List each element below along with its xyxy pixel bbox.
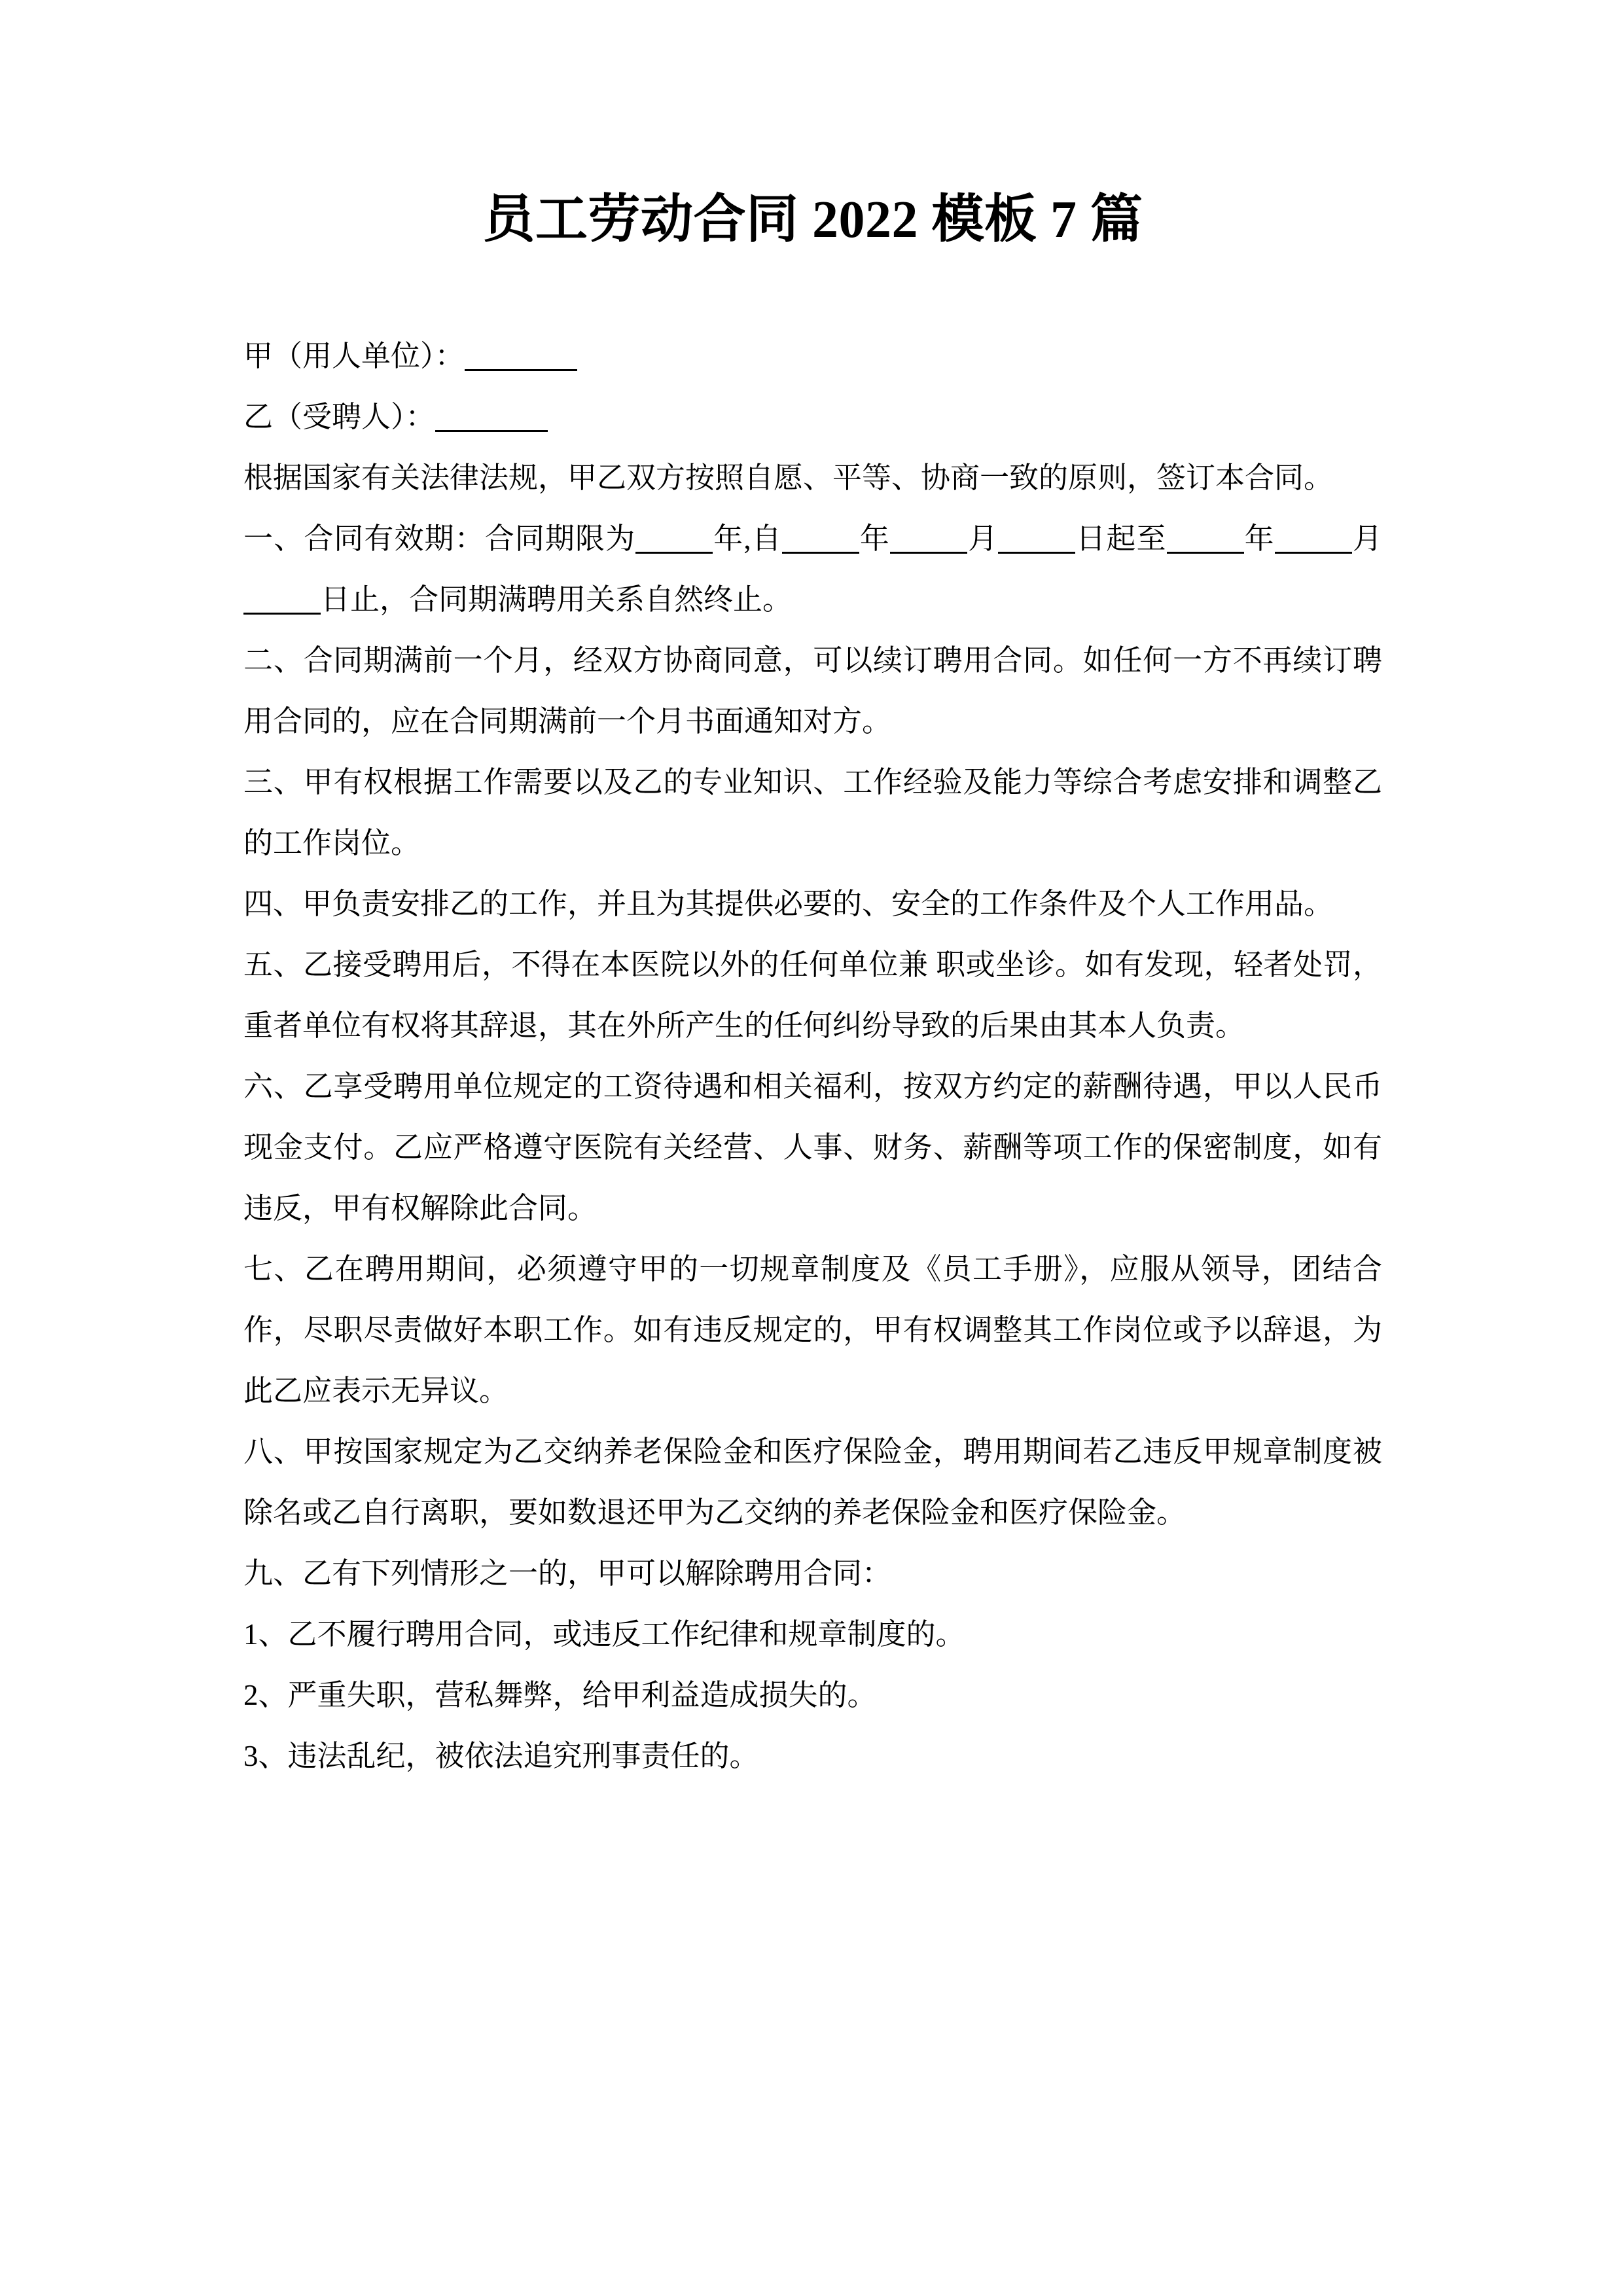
clause-8-text: 甲按国家规定为乙交纳养老保险金和医疗保险金，聘用期间若乙违反甲规章制度被除名或乙自行离职，要如数退还甲为乙交纳的养老保险金和医疗保险金。 (243, 1435, 1382, 1529)
sub-item-1-text: 乙不履行聘用合同，或违反工作纪律和规章制度的。 (287, 1618, 965, 1651)
clause-3 (243, 752, 1382, 874)
clause-1-text-2: 年,自 (713, 522, 782, 555)
page-title: 员工劳动合同 2022 模板 7 篇 (482, 191, 1143, 249)
sub-item-3-number: 3、 (243, 1740, 288, 1772)
party-a-blank[interactable] (465, 340, 577, 371)
preamble-paragraph: 根据国家有关法律法规，甲乙双方按照自愿、平等、协商一致的原则，签订本合同。 (243, 461, 1334, 494)
clause-7-text: 乙在聘用期间，必须遵守甲的一切规章制度及《员工手册》，应服从领导，团结合作，尽职尽责做好本职工作。如有违反规定的，甲有权调整其工作岗位或予以辞退，为此乙应表示无异议。 (243, 1253, 1382, 1407)
clause-1-text-1: 合同期限为 (484, 522, 636, 555)
clause-6-number: 六、 (243, 1070, 304, 1103)
clause-7 (243, 1239, 1382, 1422)
clause-5 (243, 935, 1382, 1056)
clause-6 (243, 1056, 1382, 1239)
clause-4-number: 四、 (243, 888, 303, 920)
clause-4-text: 甲负责安排乙的工作，并且为其提供必要的、安全的工作条件及个人工作用品。 (302, 888, 1334, 920)
party-a-label: 甲（用人单位）： (243, 340, 465, 372)
sub-item-2 (243, 1665, 1382, 1726)
clause-2 (243, 630, 1382, 752)
clause-1-blank-end-year[interactable] (1167, 522, 1244, 554)
clause-4 (243, 874, 1382, 935)
clause-1-blank-end-day[interactable] (243, 583, 321, 615)
clause-7-number: 七、 (243, 1253, 304, 1285)
document-body (243, 326, 1382, 1787)
clause-1-blank-start-month[interactable] (890, 522, 967, 554)
clause-2-text: 合同期满前一个月，经双方协商同意，可以续订聘用合同。如任何一方不再续订聘用合同的，应在合同期满前一个月书面通知对方。 (243, 644, 1382, 738)
party-b-line (243, 387, 1382, 448)
party-a-line (243, 326, 1382, 387)
party-b-blank[interactable] (435, 401, 548, 432)
clause-1-text-7: 月 (1351, 522, 1382, 555)
sub-item-1-number: 1、 (243, 1618, 288, 1651)
clause-1-blank-end-month[interactable] (1275, 522, 1352, 554)
sub-item-2-text: 严重失职，营私舞弊，给甲利益造成损失的。 (287, 1679, 877, 1712)
clause-5-number: 五、 (243, 948, 303, 981)
sub-item-2-number: 2、 (243, 1679, 288, 1712)
clause-6-text: 乙享受聘用单位规定的工资待遇和相关福利，按双方约定的薪酬待遇，甲以人民币现金支付。乙应严格遵守医院有关经营、人事、财务、薪酬等项工作的保密制度，如有违反，甲有权解除此合同。 (243, 1070, 1382, 1225)
clause-3-text: 甲有权根据工作需要以及乙的专业知识、工作经验及能力等综合考虑安排和调整乙的工作岗位。 (243, 766, 1382, 859)
clause-1-blank-start-year[interactable] (782, 522, 859, 554)
clause-9 (243, 1543, 1382, 1604)
clause-1-text-4: 月 (967, 522, 999, 555)
clause-8-number: 八、 (243, 1435, 304, 1468)
clause-1-text-6: 年 (1243, 522, 1275, 555)
document-content (243, 0, 1382, 1787)
clause-9-number: 九、 (243, 1557, 303, 1590)
clause-1 (243, 509, 1382, 630)
clause-2-number: 二、 (243, 644, 304, 677)
sub-item-3 (243, 1726, 1382, 1787)
sub-item-1 (243, 1604, 1382, 1665)
clause-5-text: 乙接受聘用后，不得在本医院以外的任何单位兼 职或坐诊。如有发现，轻者处罚，重者单位有权将其辞退，其在外所产生的任何纠纷导致的后果由其本人负责。 (243, 948, 1382, 1042)
party-b-label: 乙（受聘人）： (243, 401, 435, 433)
clause-1-number: 一、 (243, 522, 304, 555)
clause-1-text-3: 年 (859, 522, 891, 555)
clause-9-text: 乙有下列情形之一的，甲可以解除聘用合同： (302, 1557, 892, 1590)
clause-1-blank-start-day[interactable] (998, 522, 1075, 554)
clause-3-number: 三、 (243, 766, 304, 798)
clause-1-text-5: 日起至 (1075, 522, 1167, 555)
clause-8 (243, 1422, 1382, 1543)
clause-1-heading: 合同有效期： (304, 522, 485, 555)
clause-1-blank-years[interactable] (635, 522, 713, 554)
clause-1-text-8: 日止，合同期满聘用关系自然终止。 (321, 583, 793, 616)
sub-item-3-text: 违法乱纪，被依法追究刑事责任的。 (287, 1740, 759, 1772)
